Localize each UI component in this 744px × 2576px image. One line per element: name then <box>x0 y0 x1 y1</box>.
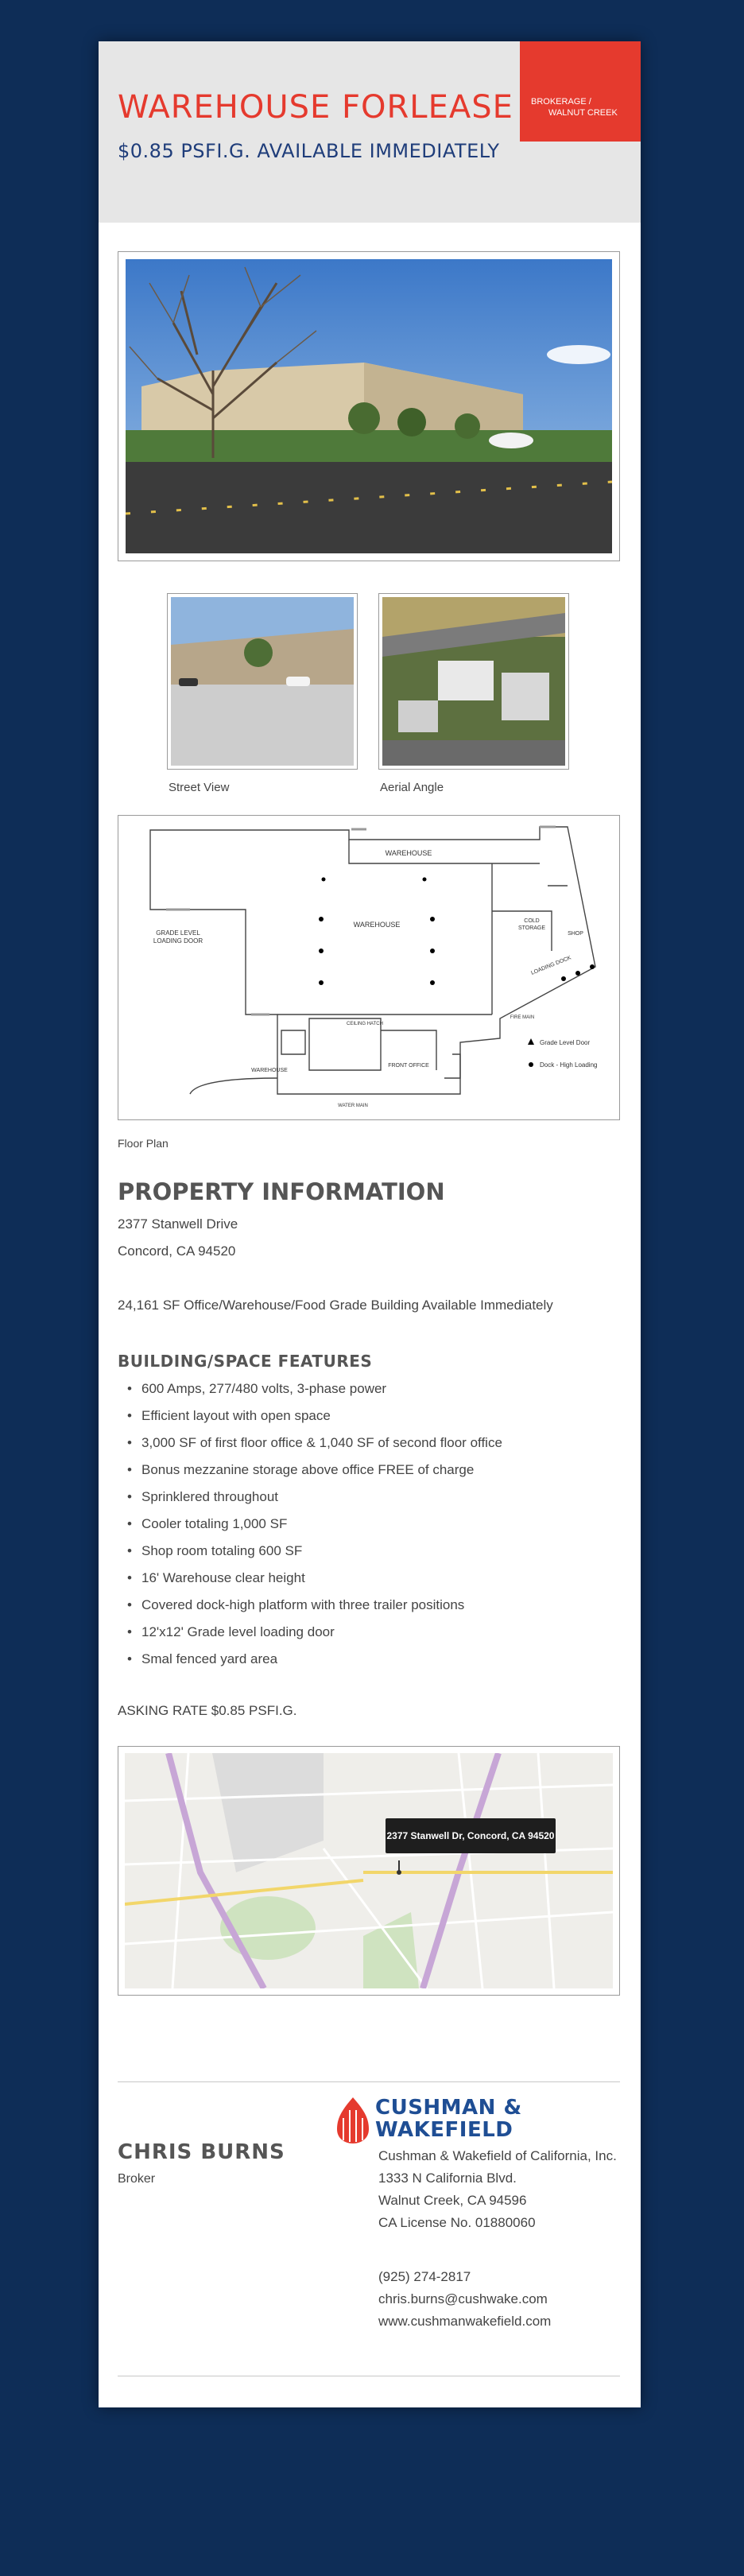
fp-warehouse-main: WAREHOUSE <box>353 921 401 929</box>
legend-grade-level-door: Grade Level Door <box>540 1039 591 1046</box>
logo-word-2: WAKEFIELD <box>375 2118 513 2142</box>
street-view-caption: Street View <box>169 781 230 794</box>
asking-rate: ASKING RATE $0.85 PSFI.G. <box>118 1703 297 1718</box>
brokerage-tag-line2: WALNUT CREEK <box>548 108 618 118</box>
fp-water-main: WATER MAIN <box>338 1104 368 1108</box>
floor-plan-caption: Floor Plan <box>118 1137 169 1150</box>
feature-item: • 12'x12' Grade level loading door <box>126 1619 502 1646</box>
company-website[interactable]: www.cushmanwakefield.com <box>378 2314 552 2329</box>
map-address-callout: 2377 Stanwell Dr, Concord, CA 94520 <box>386 1818 556 1853</box>
broker-name: CHRIS BURNS <box>118 2140 285 2164</box>
features-heading: BUILDING/SPACE FEATURES <box>118 1352 373 1371</box>
address-line2: Concord, CA 94520 <box>118 1243 236 1259</box>
address-line1: 2377 Stanwell Drive <box>118 1216 238 1232</box>
fp-warehouse-lower: WAREHOUSE <box>251 1068 288 1073</box>
building-photo-image <box>126 259 612 553</box>
aerial-angle-photo <box>378 593 569 770</box>
fp-shop: SHOP <box>568 931 583 937</box>
feature-item: • Shop room totaling 600 SF <box>126 1538 502 1565</box>
cushman-wakefield-logo <box>334 2094 541 2145</box>
location-map[interactable] <box>118 1746 620 1996</box>
fp-cold-2: STORAGE <box>517 925 546 931</box>
floor-plan <box>118 815 620 1120</box>
fp-fire-main: FIRE MAIN <box>510 1015 535 1020</box>
property-info-heading: PROPERTY INFORMATION <box>118 1178 445 1205</box>
broker-role: Broker <box>118 2172 156 2186</box>
floor-plan-drawing <box>118 816 619 1119</box>
license-number: CA License No. 01880060 <box>378 2215 536 2230</box>
broker-phone[interactable]: (925) 274-2817 <box>378 2269 471 2284</box>
aerial-angle-caption: Aerial Angle <box>380 781 444 794</box>
feature-item: • Smal fenced yard area <box>126 1646 502 1673</box>
brokerage-tag <box>520 41 641 142</box>
aerial-angle-image <box>382 597 565 766</box>
fp-loading-dock: LOADING DOCK <box>530 955 572 976</box>
feature-item: • Cooler totaling 1,000 SF <box>126 1511 502 1538</box>
property-summary: 24,161 SF Office/Warehouse/Food Grade Building Available Immediately <box>118 1298 553 1313</box>
broker-email[interactable]: chris.burns@cushwake.com <box>378 2291 548 2306</box>
divider-top <box>118 2081 620 2082</box>
feature-item: • 16' Warehouse clear height <box>126 1565 502 1592</box>
grade-level-door-legend-icon <box>528 1038 534 1045</box>
brokerage-tag-line1: BROKERAGE / <box>531 97 591 107</box>
fp-warehouse-top: WAREHOUSE <box>385 849 432 857</box>
legend-dock-high-loading: Dock - High Loading <box>540 1061 598 1069</box>
feature-item: • Bonus mezzanine storage above office FREE of charge <box>126 1457 502 1484</box>
fp-front-office: FRONT OFFICE <box>388 1063 429 1069</box>
dock-high-legend-icon <box>529 1062 533 1067</box>
feature-item: • Efficient layout with open space <box>126 1402 502 1430</box>
street-view-image <box>171 597 354 766</box>
company-street: 1333 N California Blvd. <box>378 2171 517 2186</box>
company-name: Cushman & Wakefield of California, Inc. <box>378 2148 617 2163</box>
fp-cold-1: COLD <box>524 918 540 924</box>
main-building-photo <box>118 251 620 561</box>
logo-word-1: CUSHMAN & <box>375 2096 522 2120</box>
fp-ceiling-hatch: CEILING HATCH <box>347 1022 383 1026</box>
feature-item: • 600 Amps, 277/480 volts, 3-phase power <box>126 1375 502 1402</box>
listing-title: WAREHOUSE FORLEASE <box>118 89 513 126</box>
flyer-header <box>99 41 641 223</box>
feature-item: • Covered dock-high platform with three trailer positions <box>126 1592 502 1619</box>
fp-grade-level-1: GRADE LEVEL <box>156 929 200 937</box>
logo-flame-icon <box>334 2094 372 2145</box>
map-image <box>125 1753 613 1988</box>
fp-grade-level-2: LOADING DOOR <box>153 937 203 945</box>
feature-item: • 3,000 SF of first floor office & 1,040 SF of second floor office <box>126 1430 502 1457</box>
feature-item: • Sprinklered throughout <box>126 1484 502 1511</box>
features-list <box>126 1375 502 1673</box>
flyer-sheet <box>99 41 641 2407</box>
company-city: Walnut Creek, CA 94596 <box>378 2193 527 2208</box>
street-view-photo <box>167 593 358 770</box>
listing-subtitle: $0.85 PSFI.G. AVAILABLE IMMEDIATELY <box>118 140 500 162</box>
